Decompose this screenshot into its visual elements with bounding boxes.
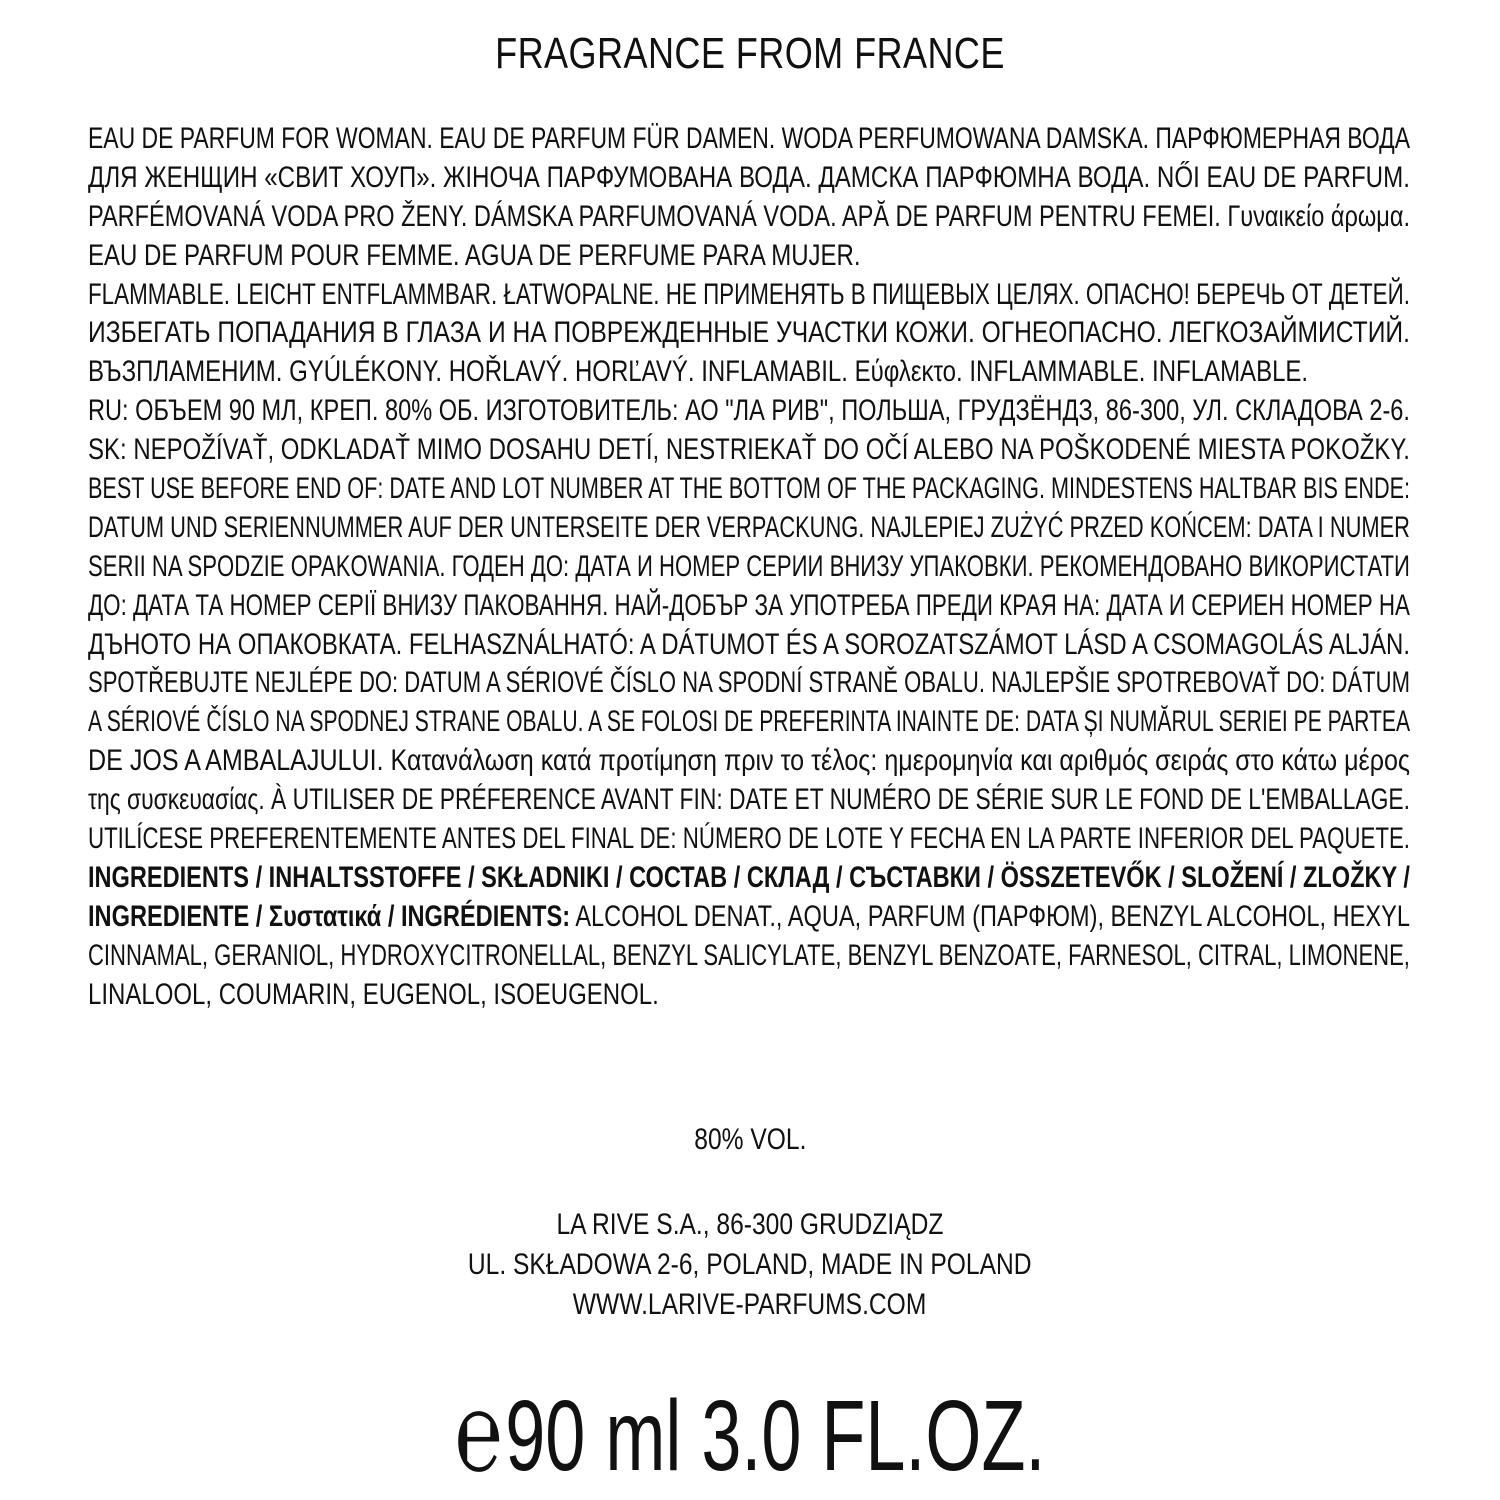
text-segment: ВЪЗПЛАМЕНИМ. GYÚLÉKONY. HOŘLAVÝ. HORĽAVÝ. INFLAMABIL. Εύφλεκτο. INFLAMMABLE. INFLAMABLE. <box>88 355 1309 389</box>
text-segment: PARFÉMOVANÁ VODA PRO ŽENY. DÁMSKA PARFUMOVANÁ VODA. APĂ DE PARFUM PENTRU FEMEI. Γυναικείο άρωμα. <box>88 199 1410 233</box>
bold-text-segment: INGREDIENTS / INHALTSSTOFFE / SKŁADNIKI / СОСТАВ / СКЛАД / СЪСТАВКИ / ÖSSZETEVŐK / SLOŽENÍ / ZLOŽKY / <box>88 860 1410 894</box>
text-segment: DATUM UND SERIENNUMMER AUF DER UNTERSEITE DER VERPACKUNG. NAJLEPIEJ ZUŻYĆ PRZED KOŃCEM: DATA I NUMER <box>88 510 1410 544</box>
text-line-content <box>88 976 659 1015</box>
text-line <box>88 976 1410 1015</box>
address-line-website: WWW.LARIVE-PARFUMS.COM <box>573 1288 927 1321</box>
text-segment: ДО: ДАТА ТА НОМЕР СЕРІЇ ВНИЗУ ПАКОВАННЯ. НАЙ-ДОБЪР ЗА УПОТРЕБА ПРЕДИ КРАЯ НА: ДАТА И СЕРИЕН НОМЕР НА <box>88 588 1410 622</box>
text-line-content <box>88 898 1410 937</box>
text-line-content <box>88 587 1410 626</box>
text-segment: της συσκευασίας. À UTILISER DE PRÉFERENCE AVANT FIN: DATE ET NUMÉRO DE SÉRIE SUR LE FOND DE L'EMBALLAGE. <box>88 783 1410 817</box>
text-line-content <box>88 509 1410 548</box>
alcohol-volume: 80% VOL. <box>693 1123 807 1156</box>
text-line <box>88 353 1410 392</box>
text-line-content <box>88 742 1410 781</box>
text-line-content <box>88 120 1410 159</box>
text-segment: ДЪНОТО НА ОПАКОВКАТА. FELHASZNÁLHATÓ: A DÁTUMOT ÉS A SOROZATSZÁMOT LÁSD A CSOMAGOLÁS ALJÁN. <box>88 627 1410 661</box>
text-segment: FLAMMABLE. LEICHT ENTFLAMMBAR. ŁATWOPALNE. НЕ ПРИМЕНЯТЬ В ПИЩЕВЫХ ЦЕЛЯХ. ОПАСНО! БЕРЕЧЬ ОТ ДЕТЕЙ. <box>88 277 1410 311</box>
text-line <box>88 626 1410 665</box>
text-line <box>88 587 1410 626</box>
text-line <box>88 509 1410 548</box>
text-line-content <box>88 431 1410 470</box>
text-line-content <box>88 237 861 276</box>
text-line <box>88 431 1410 470</box>
text-line-content <box>88 276 1410 315</box>
text-line <box>88 314 1410 353</box>
text-segment: SPOTŘEBUJTE NEJLÉPE DO: DATUM A SÉRIOVÉ ČÍSLO NA SPODNÍ STRANĚ OBALU. NAJLEPŠIE SPOTREBOVAŤ DO: DÁTUM <box>88 666 1410 700</box>
manufacturer-address <box>0 1205 1500 1325</box>
text-line <box>88 159 1410 198</box>
text-segment: EAU DE PARFUM POUR FEMME. AGUA DE PERFUME PARA MUJER. <box>88 238 861 272</box>
text-segment: ДЛЯ ЖЕНЩИН «СВИТ ХОУП». ЖІНОЧА ПАРФУМОВАНА ВОДА. ДАМСКА ПАРФЮМНА ВОДА. NŐI EAU DE PARFUM. <box>88 160 1410 194</box>
text-line <box>88 937 1410 976</box>
net-volume: 90 ml 3.0 FL.OZ. <box>505 1380 1046 1492</box>
text-segment: SK: NEPOŽÍVAŤ, ODKLADAŤ MIMO DOSAHU DETÍ, NESTRIEKAŤ DO OČÍ ALEBO NA POŠKODENÉ MIESTA POKOŽKY. <box>88 433 1410 467</box>
text-line <box>88 859 1410 898</box>
text-line <box>88 276 1410 315</box>
net-volume-mark <box>0 1368 1500 1496</box>
text-line-content <box>88 159 1410 198</box>
text-line <box>88 781 1410 820</box>
text-line-content <box>88 314 1410 353</box>
text-line <box>88 120 1410 159</box>
alcohol-volume-block <box>0 1120 1500 1160</box>
text-line-content <box>88 664 1410 703</box>
text-segment: CINNAMAL, GERANIOL, HYDROXYCITRONELLAL, BENZYL SALICYLATE, BENZYL BENZOATE, FARNESOL, CITRAL, LIMONENE, <box>88 938 1410 972</box>
text-segment: EAU DE PARFUM FOR WOMAN. EAU DE PARFUM FÜR DAMEN. WODA PERFUMOWANA DAMSKA. ПАРФЮМЕРНАЯ ВОДА <box>88 122 1410 155</box>
estimated-sign-icon: ℮ <box>454 1368 503 1496</box>
text-line-content <box>88 626 1410 665</box>
address-line-company: LA RIVE S.A., 86-300 GRUDZIĄDZ <box>556 1208 944 1241</box>
label-body-text <box>88 120 1410 1014</box>
text-line <box>88 820 1410 859</box>
text-line-content <box>88 198 1410 237</box>
text-line-content <box>88 781 1410 820</box>
text-line <box>88 392 1410 431</box>
text-line-content <box>88 548 1410 587</box>
text-line <box>88 198 1410 237</box>
text-line <box>88 898 1410 937</box>
text-line-content <box>88 703 1410 742</box>
text-segment: SERII NA SPODZIE OPAKOWANIA. ГОДЕН ДО: ДАТА И НОМЕР СЕРИИ ВНИЗУ УПАКОВКИ. РЕКОМЕНДОВАНО ВИКОРИСТАТИ <box>88 549 1410 583</box>
bold-text-segment: INGREDIENTE / Συστατικά / INGRÉDIENTS: <box>88 899 571 933</box>
text-line-content <box>88 470 1410 509</box>
text-line <box>88 664 1410 703</box>
text-segment: DE JOS A AMBALAJULUI. Κατανάλωση κατά προτίμηση πριν το τέλος: ημερομηνία και αριθμός σειράς στο κάτω μέρος <box>88 744 1410 778</box>
text-segment: BEST USE BEFORE END OF: DATE AND LOT NUMBER AT THE BOTTOM OF THE PACKAGING. MINDESTENS HALTBAR BIS ENDE: <box>88 472 1410 506</box>
text-line-content <box>88 820 1410 859</box>
text-segment: ИЗБЕГАТЬ ПОПАДАНИЯ В ГЛАЗА И НА ПОВРЕЖДЕННЫЕ УЧАСТКИ КОЖИ. ОГНЕОПАСНО. ЛЕГКОЗАЙМИСТИЙ. <box>88 316 1410 350</box>
text-line-content <box>88 353 1308 392</box>
text-segment: RU: ОБЪЕМ 90 МЛ, КРЕП. 80% ОБ. ИЗГОТОВИТЕЛЬ: АО "ЛА РИВ", ПОЛЬША, ГРУДЗЁНДЗ, 86-300, УЛ. СКЛАДОВА 2-6. <box>88 394 1410 428</box>
text-line <box>88 742 1410 781</box>
text-line-content <box>88 937 1410 976</box>
text-line <box>88 470 1410 509</box>
text-line <box>88 548 1410 587</box>
label-title: FRAGRANCE FROM FRANCE <box>495 29 1005 78</box>
text-segment: LINALOOL, COUMARIN, EUGENOL, ISOEUGENOL. <box>88 977 659 1011</box>
text-segment: A SÉRIOVÉ ČÍSLO NA SPODNEJ STRANE OBALU. A SE FOLOSI DE PREFERINTA INAINTE DE: DATA ȘI NUMĂRUL SERIEI PE PARTEA <box>88 705 1410 739</box>
text-line <box>88 703 1410 742</box>
text-segment: ALCOHOL DENAT., AQUA, PARFUM (ПАРФЮМ), BENZYL ALCOHOL, HEXYL <box>570 899 1410 933</box>
text-line <box>88 237 1410 276</box>
text-line-content <box>88 392 1410 431</box>
text-line-content <box>88 859 1410 898</box>
text-segment: UTILÍCESE PREFERENTEMENTE ANTES DEL FINAL DE: NÚMERO DE LOTE Y FECHA EN LA PARTE INFERIOR DEL PAQUETE. <box>88 822 1410 856</box>
address-line-street: UL. SKŁADOWA 2-6, POLAND, MADE IN POLAND <box>468 1248 1032 1281</box>
